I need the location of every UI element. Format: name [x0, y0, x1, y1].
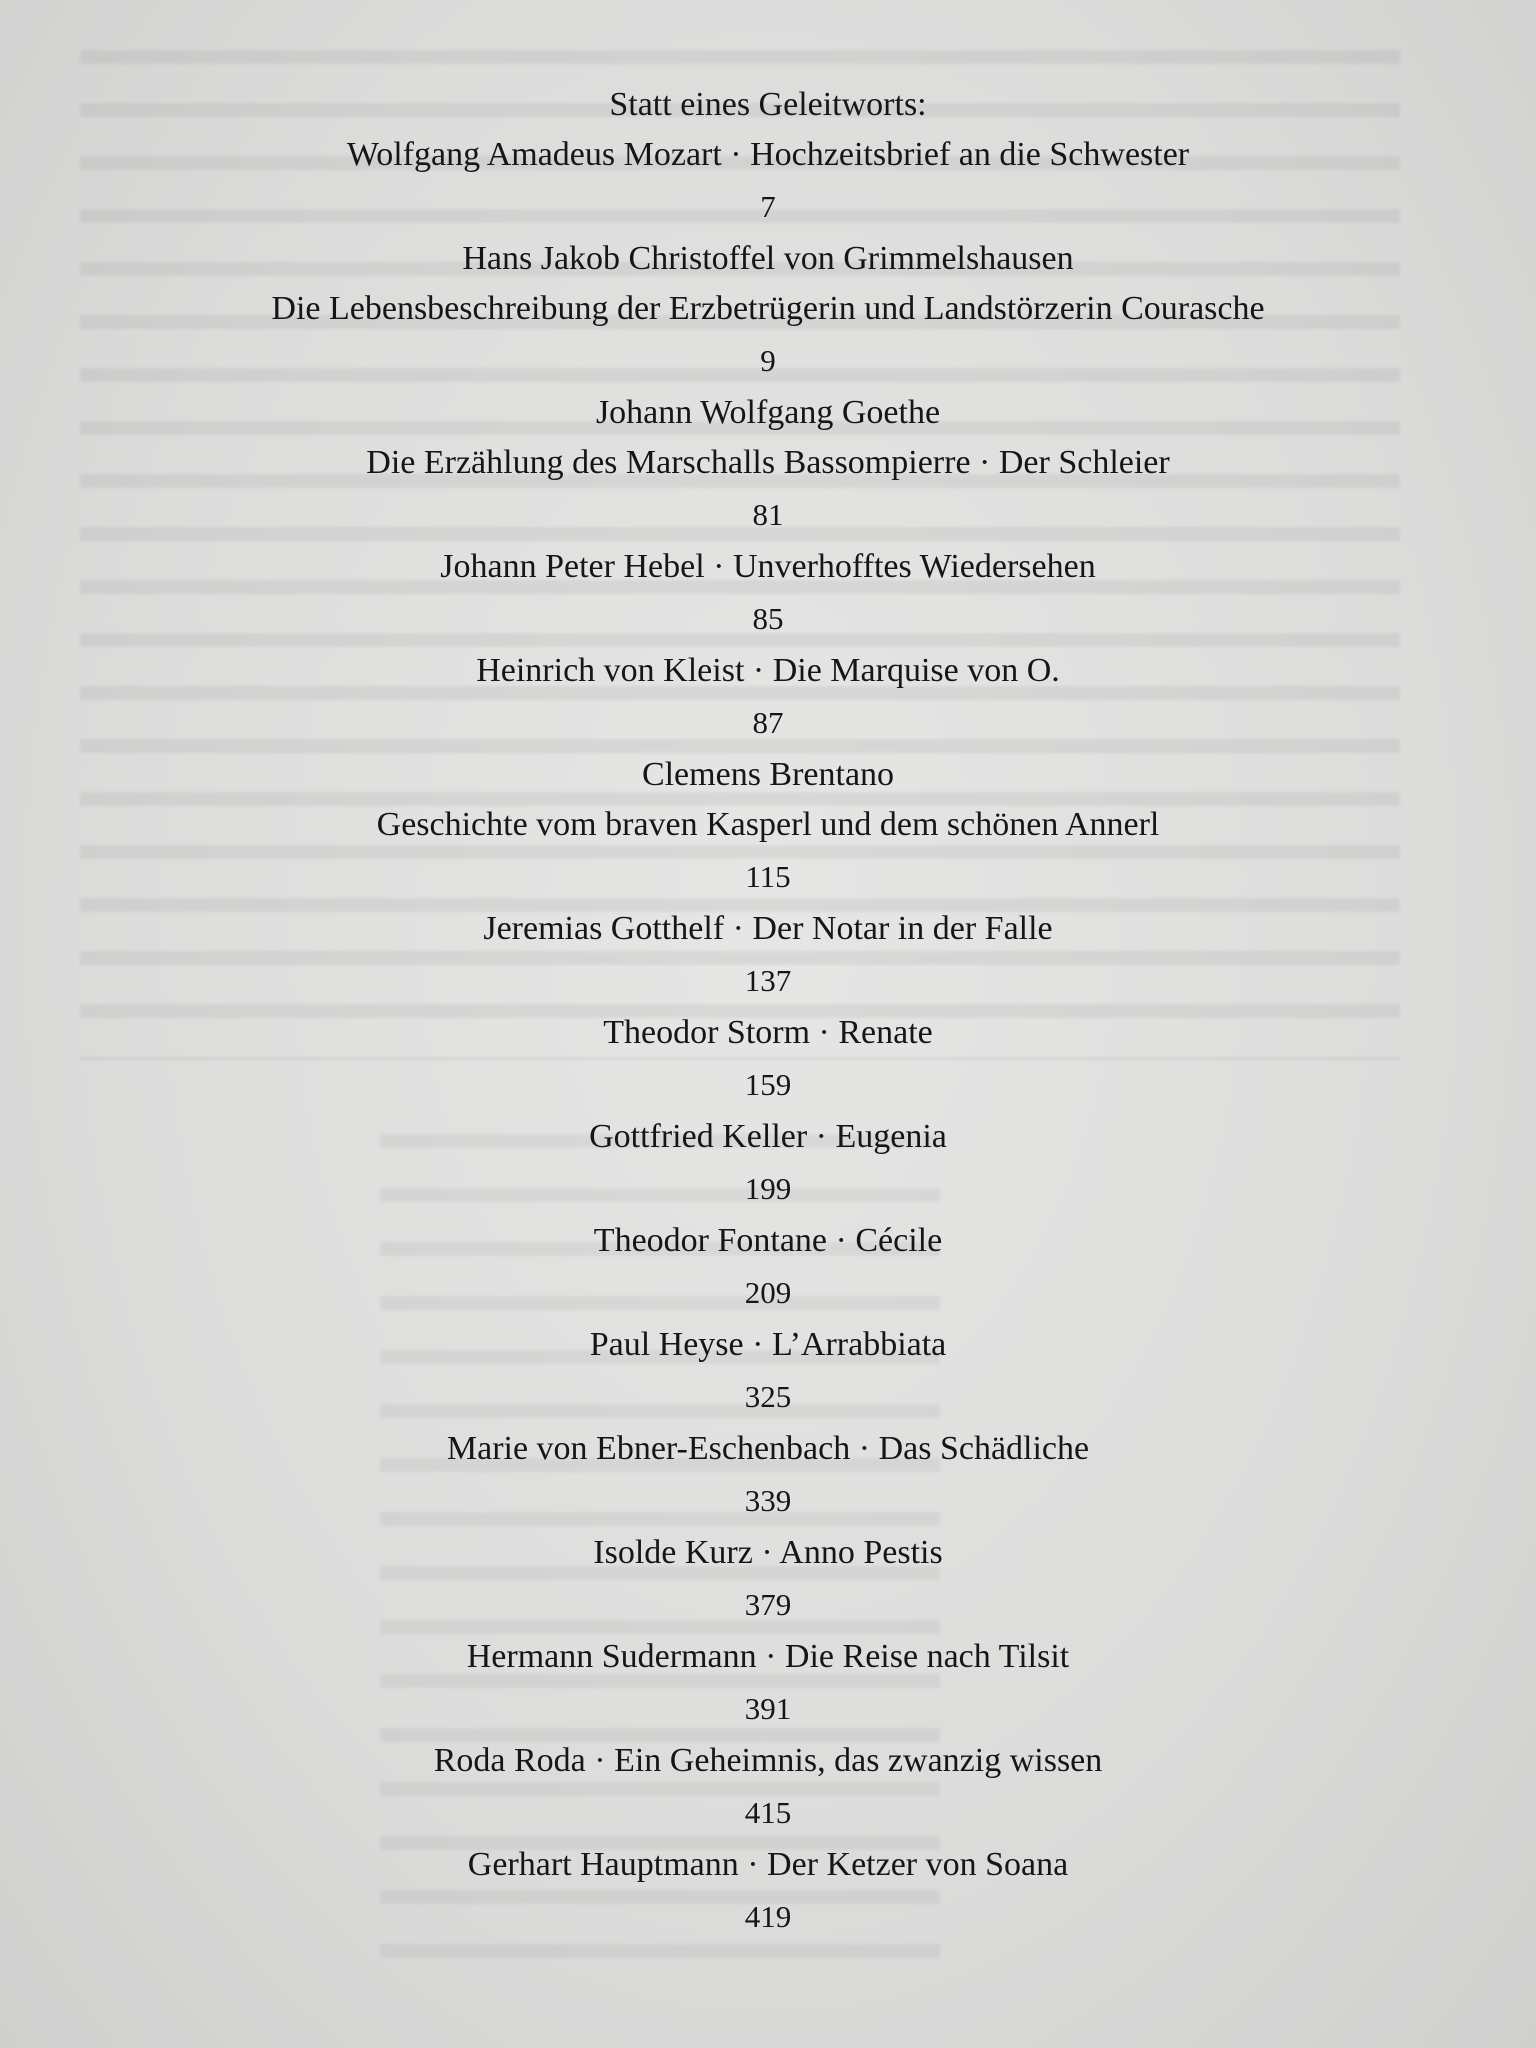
toc-entry-title: Die Erzählung des Marschalls Bassompierre · Der Schleier — [366, 444, 1170, 481]
toc-entry-title: Heinrich von Kleist · Die Marquise von O. — [476, 652, 1060, 689]
toc-page-number: 81 — [752, 497, 784, 532]
toc-entry — [0, 1216, 1536, 1320]
toc-entry — [0, 1008, 1536, 1112]
toc-entry — [0, 1528, 1536, 1632]
toc-entry-title: Theodor Storm · Renate — [603, 1014, 933, 1051]
toc-entry-heading: Statt eines Geleitworts: — [609, 86, 927, 123]
toc-entry — [0, 750, 1536, 904]
toc-entry-title: Geschichte vom braven Kasperl und dem schönen Annerl — [376, 806, 1160, 843]
toc-entry — [0, 646, 1536, 750]
toc-page-number: 415 — [744, 1795, 792, 1830]
toc-entry — [0, 1320, 1536, 1424]
toc-entry — [0, 1632, 1536, 1736]
toc-entry-title: Paul Heyse · L’Arrabbiata — [589, 1326, 947, 1363]
toc-page-number: 391 — [744, 1691, 792, 1726]
toc-entry-author: Hans Jakob Christoffel von Grimmelshausen — [462, 240, 1074, 277]
toc-page-number: 199 — [744, 1171, 792, 1206]
toc-page-number: 339 — [744, 1483, 792, 1518]
toc-entry — [0, 388, 1536, 542]
toc-entry — [0, 1112, 1536, 1216]
toc-entry-title: Die Lebensbeschreibung der Erzbetrügerin und Landstörzerin Courasche — [271, 290, 1265, 327]
toc-entry — [0, 1736, 1536, 1840]
toc-page-number: 7 — [760, 189, 776, 224]
toc-entry — [0, 542, 1536, 646]
toc-entry-title: Jeremias Gotthelf · Der Notar in der Falle — [483, 910, 1053, 947]
toc-entry — [0, 904, 1536, 1008]
toc-entry-title: Theodor Fontane · Cécile — [593, 1222, 943, 1259]
toc-page-number: 115 — [745, 859, 791, 894]
toc-page-number: 209 — [744, 1275, 792, 1310]
toc-entry-title: Isolde Kurz · Anno Pestis — [593, 1534, 943, 1571]
toc-entry — [0, 234, 1536, 388]
toc-entry-author: Clemens Brentano — [641, 756, 895, 793]
toc-entry-title: Gottfried Keller · Eugenia — [589, 1118, 947, 1155]
toc-entry-title: Wolfgang Amadeus Mozart · Hochzeitsbrief an die Schwester — [346, 136, 1190, 173]
toc-page-number: 159 — [744, 1067, 792, 1102]
toc-page-number: 137 — [744, 963, 792, 998]
toc-entry-author: Johann Wolfgang Goethe — [595, 394, 941, 431]
table-of-contents — [0, 80, 1536, 1944]
toc-page-number: 87 — [752, 705, 784, 740]
toc-page-number: 379 — [744, 1587, 792, 1622]
toc-entry-title: Gerhart Hauptmann · Der Ketzer von Soana — [467, 1846, 1069, 1883]
toc-page-number: 85 — [752, 601, 784, 636]
toc-entry-title: Marie von Ebner-Eschenbach · Das Schädliche — [446, 1430, 1090, 1467]
toc-entry-title: Hermann Sudermann · Die Reise nach Tilsit — [466, 1638, 1070, 1675]
toc-entry-title: Johann Peter Hebel · Unverhofftes Wiedersehen — [440, 548, 1096, 585]
toc-entry — [0, 1424, 1536, 1528]
toc-page-number: 419 — [744, 1899, 792, 1934]
toc-entry-title: Roda Roda · Ein Geheimnis, das zwanzig wissen — [433, 1742, 1103, 1779]
toc-entry — [0, 1840, 1536, 1944]
toc-entry — [0, 80, 1536, 234]
toc-page-number: 9 — [760, 343, 776, 378]
toc-page-number: 325 — [744, 1379, 792, 1414]
